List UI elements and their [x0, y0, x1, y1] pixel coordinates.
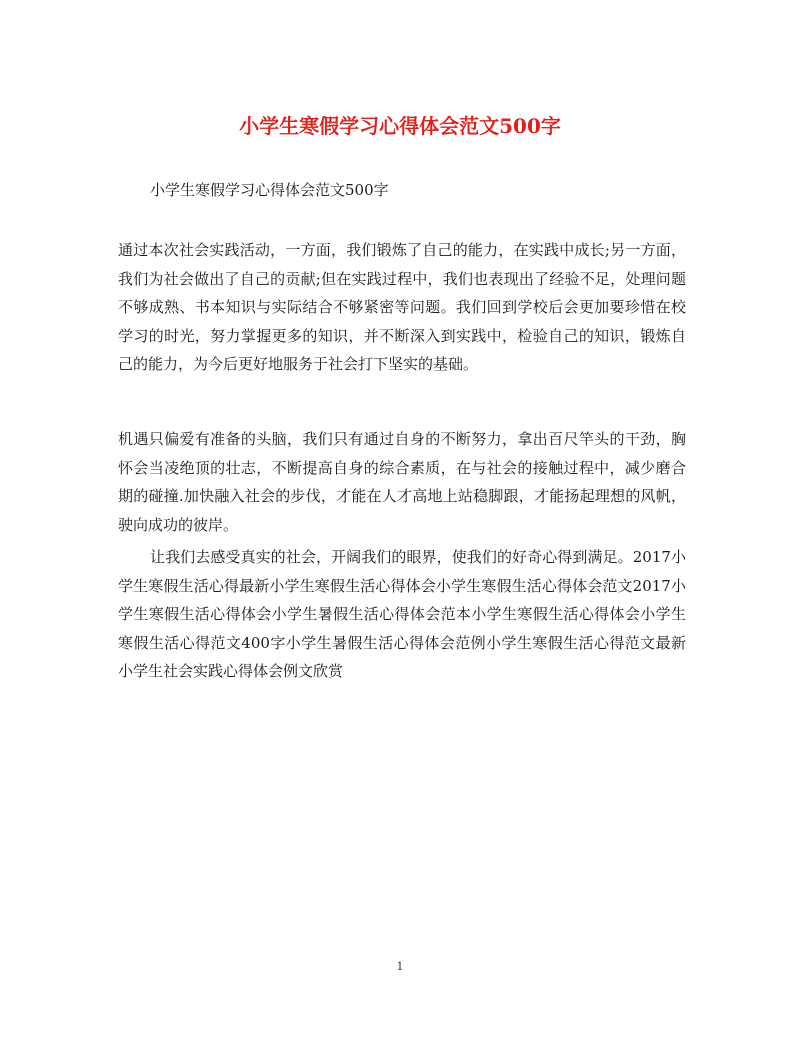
paragraph-1: 通过本次社会实践活动，一方面，我们锻炼了自己的能力，在实践中成长;另一方面，我们为社会做出了自己的贡献;但在实践过程中，我们也表现出了经验不足，处理问题不够成熟、书本知识与实际结合不够紧密等问题。我们回到学校后会更加要珍惜在校学习的时光，努力掌握更多的知识，并不断深入到实践中，检验自己的知识，锻炼自己的能力，为今后更好地服务于社会打下坚实的基础。: [118, 241, 686, 373]
paragraph-2: 机遇只偏爱有准备的头脑，我们只有通过自身的不断努力，拿出百尺竿头的干劲，胸怀会当凌绝顶的壮志，不断提高自身的综合素质，在与社会的接触过程中，减少磨合期的碰撞.加快融入社会的步伐，才能在人才高地上站稳脚跟，才能扬起理想的风帆，驶向成功的彼岸。: [118, 430, 686, 534]
paragraph-3: 让我们去感受真实的社会，开阔我们的眼界，使我们的好奇心得到满足。2017小学生寒假生活心得最新小学生寒假生活心得体会小学生寒假生活心得体会范文2017小学生寒假生活心得体会小学生暑假生活心得体会范本小学生寒假生活心得体会小学生寒假生活心得范文400字小学生暑假生活心得体会范例小学生寒假生活心得范文最新小学生社会实践心得体会例文欣赏: [118, 548, 686, 680]
document-title: 小学生寒假学习心得体会范文500字: [239, 114, 561, 138]
document-subtitle: 小学生寒假学习心得体会范文500字: [150, 181, 389, 199]
page-number: 1: [396, 960, 404, 973]
